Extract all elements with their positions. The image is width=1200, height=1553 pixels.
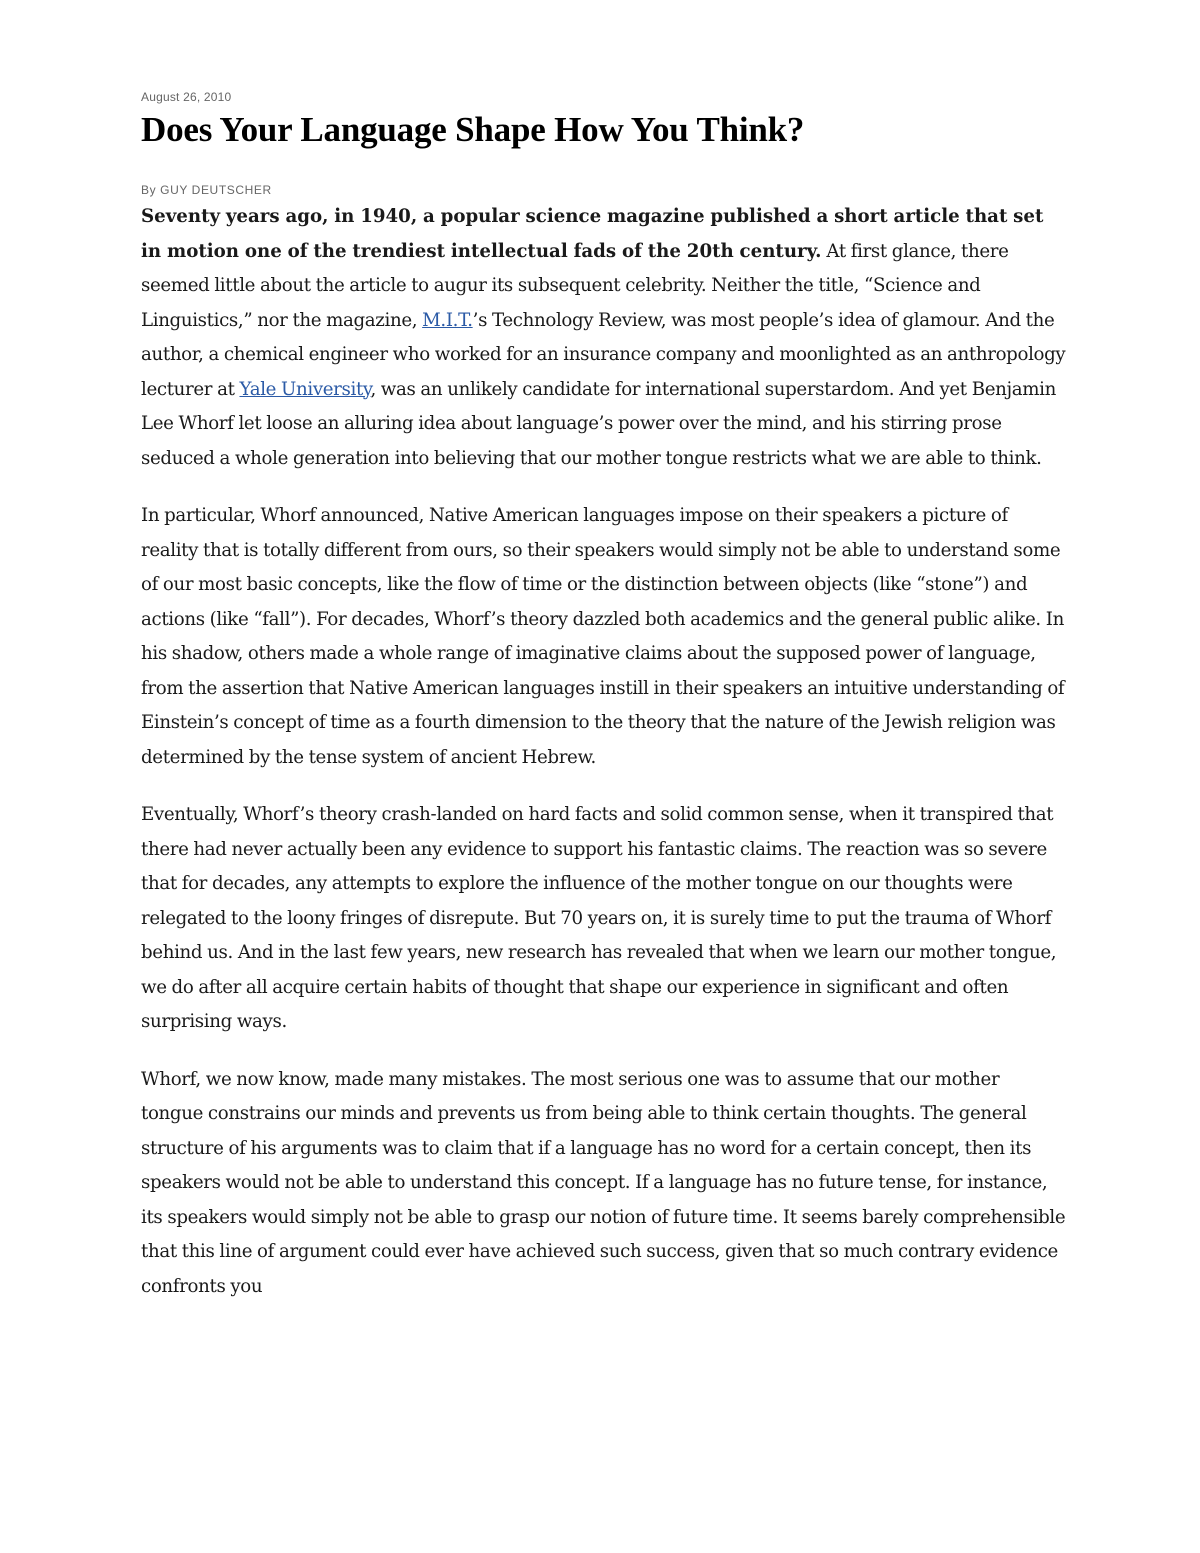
- byline-prefix: By: [141, 183, 157, 197]
- paragraph-1-text-a: At first glance, there seemed little about the article to augur its subsequent celebrity. Neither the title, “Science and Linguistics,” nor the magazine,: [141, 240, 1009, 331]
- paragraph-4: Whorf, we now know, made many mistakes. The most serious one was to assume that our mother tongue constrains our minds and prevents us from being able to think certain thoughts. The general structure of his arguments was to claim that if a language has no word for a certain concept, then its speakers would not be able to understand this concept. If a language has no future tense, for instance, its speakers would simply not be able to grasp our notion of future time. It seems barely comprehensible that this line of argument could ever have achieved such success, given that so much contrary evidence confronts you: [141, 1068, 1066, 1297]
- mit-link[interactable]: M.I.T.: [422, 309, 473, 331]
- paragraph-1-text-b: ’s Technology Review, was most people’s idea of glamour. And the author, a chemical engineer who worked for an insurance company and moonlighted as an anthropology lecturer at: [141, 309, 1066, 400]
- paragraph-1-text-c: , was an unlikely candidate for international superstardom. And yet Benjamin Lee Whorf let loose an alluring idea about language’s power over the mind, and his stirring prose seduced a whole generation into believing that our mother tongue restricts what we are able to think.: [141, 378, 1056, 469]
- byline-author: GUY DEUTSCHER: [160, 183, 272, 197]
- yale-university-link[interactable]: Yale University: [239, 378, 371, 400]
- article-body: [141, 200, 1066, 1304]
- paragraph-1: [141, 200, 1066, 476]
- lead-sentence: Seventy years ago, in 1940, a popular science magazine published a short article that set in motion one of the trendiest intellectual fads of the 20th century.: [141, 206, 1044, 262]
- article-title: Does Your Language Shape How You Think?: [141, 110, 805, 149]
- paragraph-3: Eventually, Whorf’s theory crash-landed on hard facts and solid common sense, when it transpired that there had never actually been any evidence to support his fantastic claims. The reaction was so severe that for decades, any attempts to explore the influence of the mother tongue on our thoughts were relegated to the loony fringes of disrepute. But 70 years on, it is surely time to put the trauma of Whorf behind us. And in the last few years, new research has revealed that when we learn our mother tongue, we do after all acquire certain habits of thought that shape our experience in significant and often surprising ways.: [141, 804, 1057, 1032]
- paragraph-2: In particular, Whorf announced, Native American languages impose on their speakers a picture of reality that is totally different from ours, so their speakers would simply not be able to understand some of our most basic concepts, like the flow of time or the distinction between objects (like “stone”) and actions (like “fall”). For decades, Whorf’s theory dazzled both academics and the general public alike. In his shadow, others made a whole range of imaginative claims about the supposed power of language, from the assertion that Native American languages instill in their speakers an intuitive understanding of Einstein’s concept of time as a fourth dimension to the theory that the nature of the Jewish religion was determined by the tense system of ancient Hebrew.: [141, 505, 1065, 768]
- article-date: August 26, 2010: [141, 90, 232, 104]
- article-page: [141, 88, 1066, 1327]
- byline: [141, 182, 1066, 198]
